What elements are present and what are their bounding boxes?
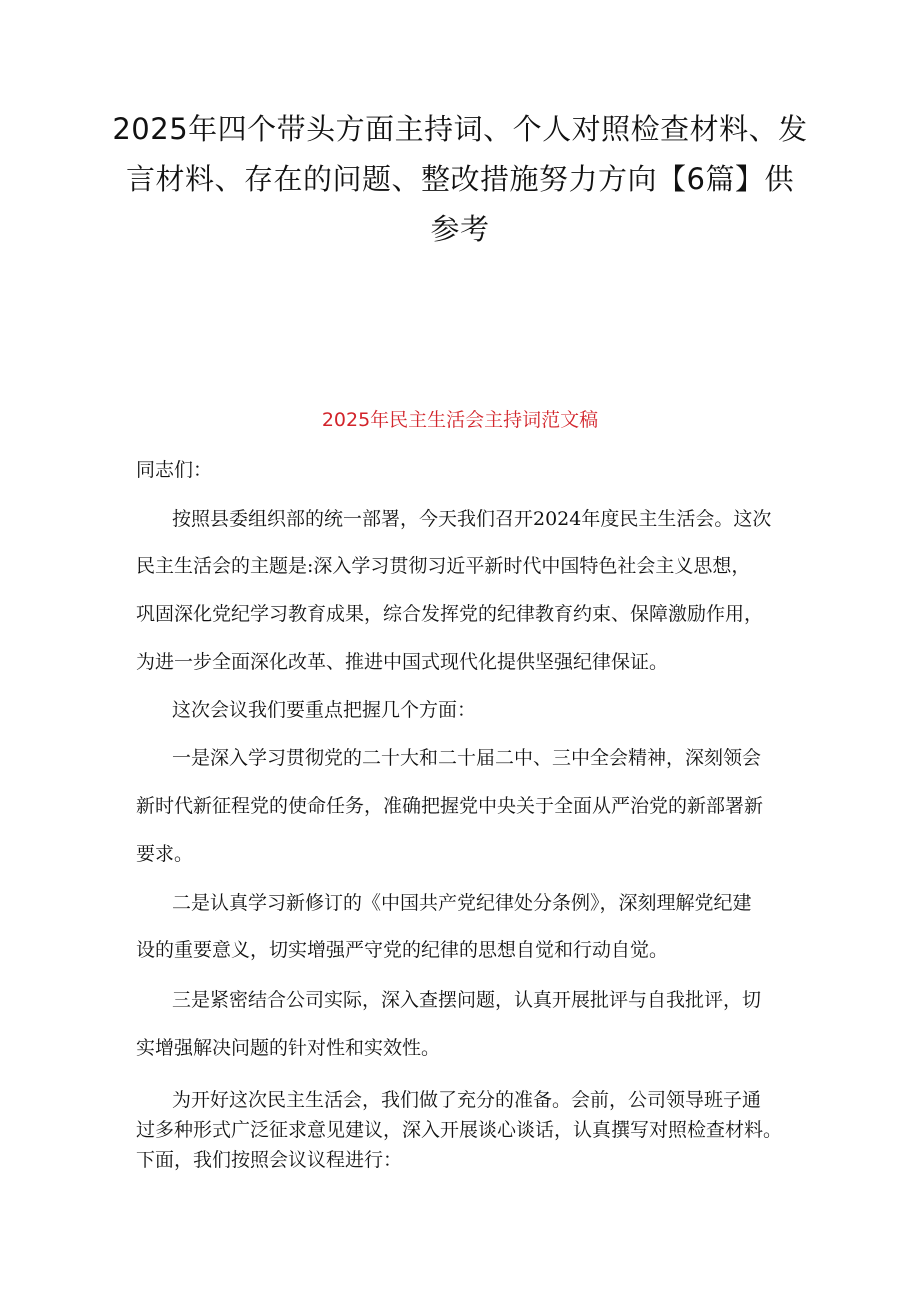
title-line-3: 参考 [430, 212, 490, 246]
section-heading: 2025年民主生活会主持词范文稿 [321, 409, 599, 431]
paragraph-line: 一是深入学习贯彻党的二十大和二十届二中、三中全会精神，深刻领会 [172, 747, 762, 769]
title-line-1: 2025年四个带头方面主持词、个人对照检查材料、发 [112, 112, 808, 146]
paragraph-line: 下面，我们按照会议议程进行： [136, 1149, 403, 1171]
title-line-2: 言材料、存在的问题、整改措施努力方向【6篇】供 [126, 162, 794, 196]
document-title [110, 104, 810, 254]
paragraph-line: 过多种形式广泛征求意见建议，深入开展谈心谈话，认真撰写对照检查材料。 [136, 1119, 783, 1141]
paragraph-line: 实增强解决问题的针对性和实效性。 [136, 1037, 441, 1059]
paragraph-line: 为开好这次民主生活会，我们做了充分的准备。会前，公司领导班子通 [172, 1089, 762, 1111]
salutation: 同志们： [136, 459, 213, 481]
paragraph-line: 新时代新征程党的使命任务，准确把握党中央关于全面从严治党的新部署新 [136, 795, 764, 817]
paragraph-line: 二是认真学习新修订的《中国共产党纪律处分条例》，深刻理解党纪建 [172, 892, 752, 914]
paragraph-line: 设的重要意义，切实增强严守党的纪律的思想自觉和行动自觉。 [136, 939, 669, 961]
paragraph-line: 要求。 [136, 843, 194, 865]
paragraph-line: 巩固深化党纪学习教育成果，综合发挥党的纪律教育约束、保障激励作用， [136, 603, 764, 625]
paragraph-line: 为进一步全面深化改革、推进中国式现代化提供坚强纪律保证。 [136, 651, 669, 673]
paragraph-line: 按照县委组织部的统一部署，今天我们召开2024年度民主生活会。这次 [172, 508, 772, 530]
paragraph-line: 三是紧密结合公司实际，深入查摆问题，认真开展批评与自我批评，切 [172, 989, 762, 1011]
paragraph-line: 民主生活会的主题是:深入学习贯彻习近平新时代中国特色社会主义思想， [136, 555, 751, 577]
paragraph-line: 这次会议我们要重点把握几个方面： [172, 699, 477, 721]
